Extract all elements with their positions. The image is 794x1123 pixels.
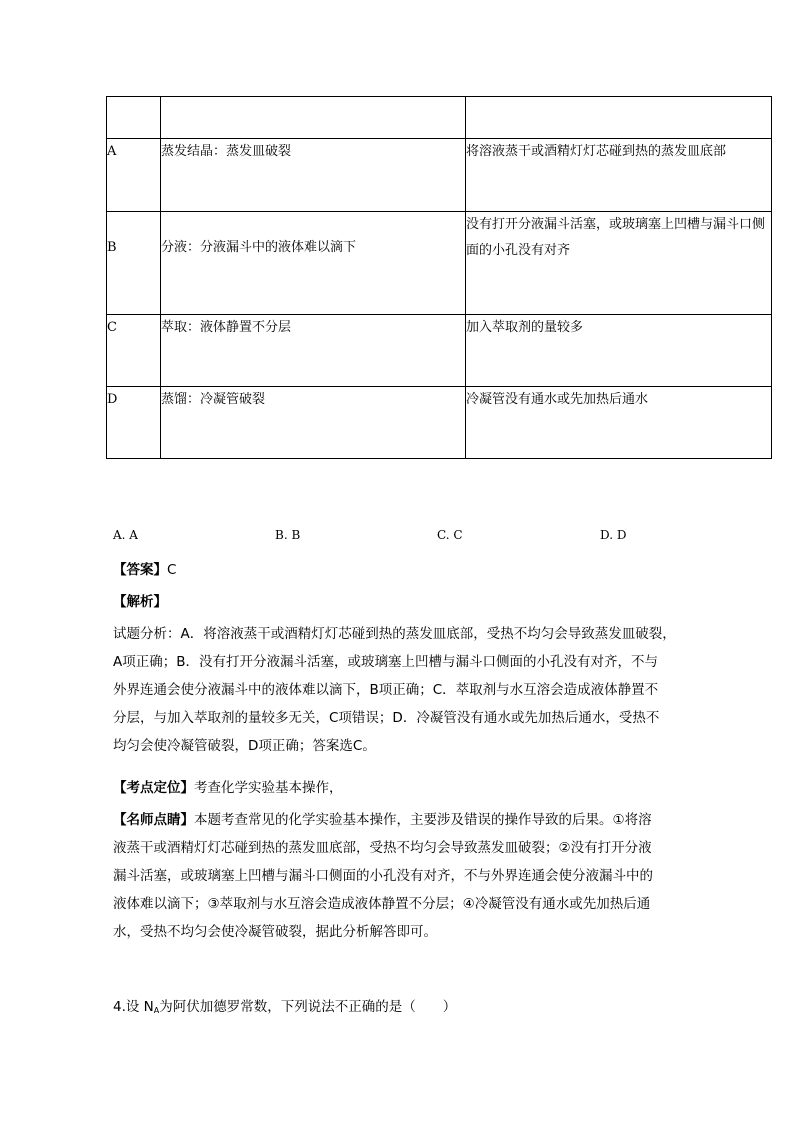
option-letter: C — [107, 315, 161, 387]
header-cell — [466, 97, 772, 139]
header-cell — [161, 97, 466, 139]
teacher-tip-text: 本题考查常见的化学实验基本操作，主要涉及错误的操作导致的后果。①将溶 — [194, 812, 652, 828]
option-letter: D — [107, 387, 161, 459]
reason-cell: 加入萃取剂的量较多 — [466, 315, 772, 387]
analysis-line: 分层，与加入萃取剂的量较多无关，C项错误；D．冷凝管没有通水或先加热后通水，受热不 — [113, 710, 660, 726]
option-letter: A — [107, 139, 161, 212]
experiment-table — [106, 96, 772, 459]
teacher-tip-line: 液蒸干或酒精灯灯芯碰到热的蒸发皿底部，受热不均匀会导致蒸发皿破裂；②没有打开分液 — [113, 840, 652, 856]
analysis-body — [113, 620, 693, 760]
next-question — [113, 993, 693, 1025]
teacher-tip — [113, 806, 693, 946]
reason-cell: 将溶液蒸干或酒精灯灯芯碰到热的蒸发皿底部 — [466, 139, 772, 212]
key-point-line — [113, 774, 693, 802]
operation-cell: 蒸发结晶：蒸发皿破裂 — [161, 139, 466, 212]
analysis-label: 【解析】 — [113, 594, 167, 610]
operation-cell: 蒸馏：冷凝管破裂 — [161, 387, 466, 459]
teacher-tip-line: 漏斗活塞，或玻璃塞上凹槽与漏斗口侧面的小孔没有对齐，不与外界连通会使分液漏斗中的 — [113, 868, 653, 884]
choice-d[interactable]: D. D — [600, 528, 627, 542]
answer-choices — [113, 528, 713, 550]
answer-line — [113, 556, 693, 584]
analysis-line: A项正确；B．没有打开分液漏斗活塞，或玻璃塞上凹槽与漏斗口侧面的小孔没有对齐，不与 — [113, 654, 658, 670]
teacher-tip-line: 液体难以滴下；③萃取剂与水互溶会造成液体静置不分层；④冷凝管没有通水或先加热后通 — [113, 896, 651, 912]
answer-label: 【答案】 — [113, 562, 167, 578]
analysis-line: 均匀会使冷凝管破裂，D项正确；答案选C。 — [113, 738, 376, 754]
table-header-row — [107, 97, 772, 139]
table-row — [107, 212, 772, 315]
question-prefix: 4.设 N — [113, 999, 154, 1015]
teacher-tip-first-line — [113, 806, 693, 834]
choice-c[interactable]: C. C — [437, 528, 463, 542]
answer-value: C — [167, 562, 177, 578]
table-row — [107, 387, 772, 459]
question-subscript: A — [153, 1006, 160, 1015]
analysis-heading — [113, 588, 693, 616]
option-letter: B — [107, 212, 161, 315]
choice-a[interactable]: A. A — [113, 528, 138, 542]
choice-b[interactable]: B. B — [275, 528, 301, 542]
reason-cell: 冷凝管没有通水或先加热后通水 — [466, 387, 772, 459]
key-point-text: 考查化学实验基本操作， — [194, 780, 343, 796]
header-cell — [107, 97, 161, 139]
analysis-line: 试题分析：A．将溶液蒸干或酒精灯灯芯碰到热的蒸发皿底部，受热不均匀会导致蒸发皿破裂， — [113, 626, 676, 642]
question-text: 为阿伏加德罗常数，下列说法不正确的是（ ） — [159, 999, 457, 1015]
key-point-label: 【考点定位】 — [113, 780, 194, 796]
reason-cell: 没有打开分液漏斗活塞，或玻璃塞上凹槽与漏斗口侧面的小孔没有对齐 — [466, 212, 772, 315]
teacher-tip-label: 【名师点睛】 — [113, 812, 194, 828]
operation-cell: 萃取：液体静置不分层 — [161, 315, 466, 387]
teacher-tip-line: 水，受热不均匀会使冷凝管破裂，据此分析解答即可。 — [113, 924, 437, 940]
analysis-line: 外界连通会使分液漏斗中的液体难以滴下，B项正确；C．萃取剂与水互溶会造成液体静置不 — [113, 682, 659, 698]
table-row — [107, 139, 772, 212]
operation-cell: 分液：分液漏斗中的液体难以滴下 — [161, 212, 466, 315]
table-row — [107, 315, 772, 387]
